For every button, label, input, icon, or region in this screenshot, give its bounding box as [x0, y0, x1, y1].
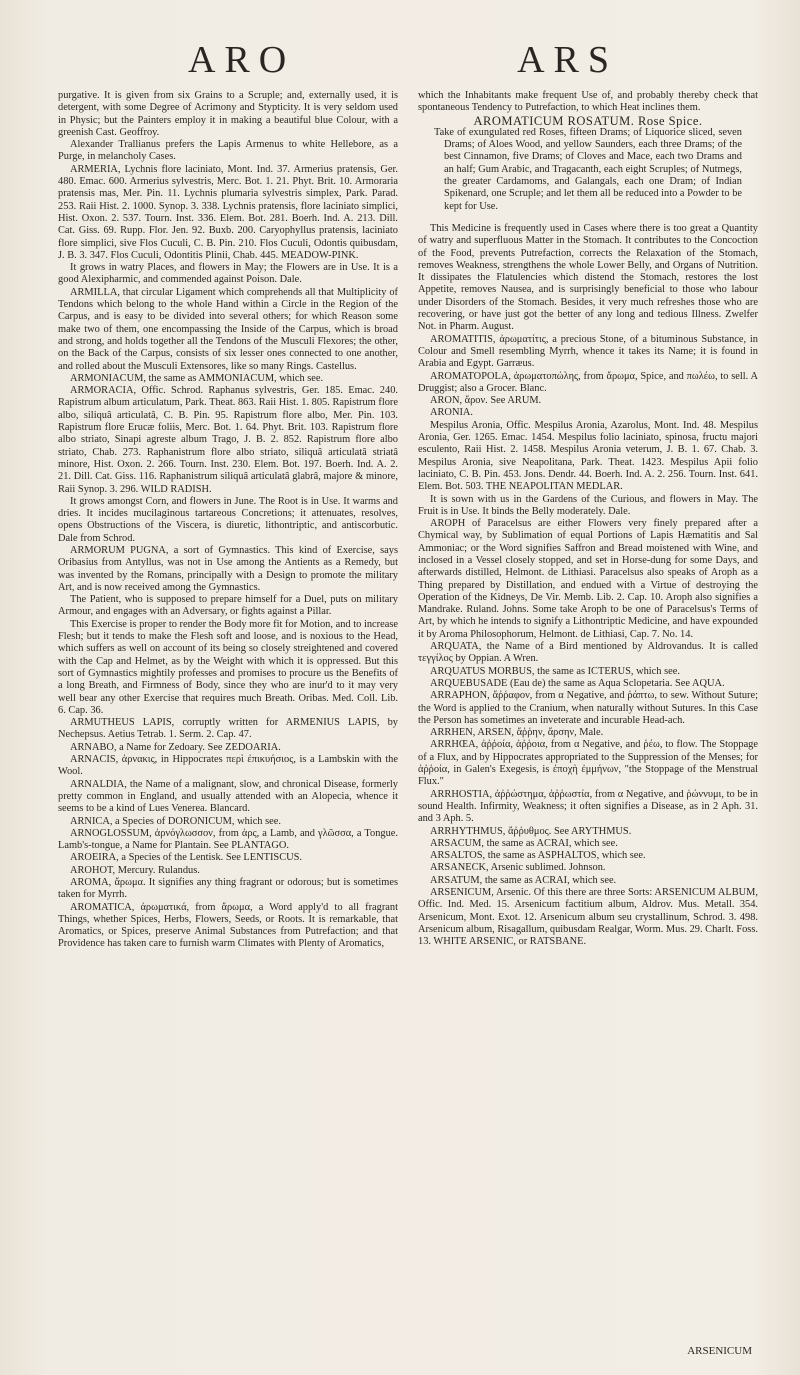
right-column-entry: ARRHEN, ARSEN, ἄῤῥην, ἄρσην, Male. [430, 727, 604, 739]
left-column-entry: purgative. It is given from six Grains to a Scruple; and, externally used, it is detergent, with some Degree of Acrimony and Stypticity. It is very seldom used in Physic; but the Painters employ it in making a beautiful blue Colour, with a greenish Cast. Geoffroy. [58, 90, 398, 138]
left-column-entry: ARMONIACUM, the same as AMMONIACUM, which see. [70, 372, 324, 384]
right-column-entry: ARSENICUM, Arsenic. Of this there are three Sorts: ARSENICUM ALBUM, Offic. Ind. Med. 15. Arsenicum factitium album, Aldrov. Mus. Metall. 354. Arsenicum, Mont. Exot. 12. Arsenicum album seu crystallinum, Schrod. 3. 498. Arsenicum album, Risagallum, quibusdam Realgar, Worm. Mus. 29. Charlt. Foss. 13. WHITE ARSENIC, or RATSBANE. [418, 887, 758, 948]
left-column-entry: AROMATICA, ἀρωματικά, from ἄρωμα, a Word apply'd to all fragrant Things, whether Spices, Herbs, Flowers, Seeds, or Roots. It is remarkable, that Aromatics, or Spices, preserve Animal Substances from Putrefaction; and that Providence has taken care to furnish warm Climates with Plenty of Aromatics, [58, 901, 398, 950]
right-column-entry: ARQUATA, the Name of a Bird mentioned by Aldrovandus. It is called τεγγίλος by Oppian. A Wren. [418, 641, 758, 665]
right-column-entry: ARSALTOS, the same as ASPHALTOS, which see. [430, 850, 646, 862]
right-column-entry: This Medicine is frequently used in Cases where there is too great a Quantity of watry and superfluous Matter in the Stomach. It contributes to the Concoction of the Food, prevents Putrefaction, corrects the Relaxation of the Stomach, removes Weakness, strengthens the whole Lower Belly, and Organs of Nutrition. It dissipates the Flatulencies which distend the Stomach, restores the lost Appetite, removes Nausea, and is surprisingly beneficial to those who labour under Disorders of the Stomach. Besides, it very much refreshes those who are recovering, or have just got the better of any long and tedious Illness. Zwelfer Not. in Pharm. August. [418, 222, 758, 333]
right-column-entry: ARSACUM, the same as ACRAI, which see. [430, 837, 618, 849]
left-column-entry: AROHOT, Mercury. Rulandus. [70, 864, 200, 876]
left-column-entry: ARNACIS, ἀρνακις, in Hippocrates περὶ ἐπικυήσιος, is a Lambskin with the Wool. [58, 754, 398, 778]
left-column-entry: ARMERIA, Lychnis flore laciniato, Mont. Ind. 37. Armerius pratensis, Ger. 480. Emac. 600. Armerius sylvestris, Merc. Bot. 1. 21. Phyt. Brit. 10. Armoraria pratensis mas, Mer. Pin. 11. Lychnis plumaria sylvestris simplex, Park. Parad. 253. Raii Hist. 2. 1000. Synop. 3. 338. Lychnis pratensis, flore laciniato simplici, Hist. Oxon. 2. 537. Tourn. Inst. 336. Elem. Bot. 281. Boerh. Ind. A. 213. Dill. Cat. Giss. 69. Rupp. Flor. Jen. 92. Buxb. 200. Caryophyllus pratensis, laciniato flore simplici, sive Flos Cuculi, C. B. Pin. 210. Flos Cuculi, Odontis quibusdam, J. B. 3. 347. Flos Cuculi, Odontitis Plinii, Chab. 445. MEADOW-PINK. [58, 163, 398, 261]
recipe-entry: Take of exungulated red Roses, fifteen Drams; of Liquorice sliced, seven Drams; of Aloes Wood, and yellow Saunders, each three Drams; of the best Cinnamon, five Drams; of Cloves and Mace, each two Drams and an half; Gum Arabic, and Tragacanth, each eight Scruples; of Nutmegs, the greater Cardamoms, and Galangals, each one Dram; of Indian Spikenard, one Scruple; and let them all be reduced into a Powder to be kept for Use. [434, 126, 742, 212]
right-column-entry: ARONIA. [430, 407, 474, 419]
right-column-entry: ARON, ἄρον. See ARUM. [430, 395, 542, 407]
left-column-entry: ARNABO, a Name for Zedoary. See ZEDOARIA. [70, 741, 281, 753]
right-column-entry: ARRHYTHMUS, ἄῤῥυθμος. See ARYTHMUS. [430, 825, 632, 837]
right-column-entry: ARQUATUS MORBUS, the same as ICTERUS, which see. [430, 665, 680, 677]
right-column-entry: Mespilus Aronia, Offic. Mespilus Aronia, Azarolus, Mont. Ind. 48. Mespilus Aronia, Ger. 1265. Emac. 1454. Mespilus folio laciniato, spinosa, fructu majori esculento, Raii Hist. 2. 1458. Mespilus Aronia veterum, J. B. 1. 67. Chab. 3. Mespilus Aronia, sive Neapolitana, Park. Theat. 1423. Mespilus Apii folio laciniato, C. B. Pin. 453. Jons. Dendr. 44. Boerh. Ind. A. 2. 256. Tourn. Inst. 641. Elem. Bot. 503. THE NEAPOLITAN MEDLAR. [418, 419, 758, 493]
running-head-right: ARS [517, 39, 618, 81]
left-column-entry: ARMORACIA, Offic. Schrod. Raphanus sylvestris, Ger. 185. Emac. 240. Rapistrum album articulatum, Park. Theat. 863. Raii Hist. 1. 805. Rapistrum flore albo, siliquâ articulatâ, C. B. Pin. 95. Rapistrum flore albo, Mer. Pin. 103. Rapistrum flore Erucæ foliis, Merc. Bot. 1. 64. Phyt. Brit. 103. Rapistrum flore albo striato, Sinapi agreste album Trago, J. B. 2. 852. Rapistrum flore albo striato, Chab. 273. Raphanistrum flore albo striato, siliquâ articulatâ striatâ minore, Hist. Oxon. 2. 266. Tourn. Inst. 230. Elem. Bot. 197. Boerh. Ind. A. 2. 21. Dill. Cat. Giss. 116. Raphanistrum siliquâ articulatâ glabrâ, majore & minore, Raii Synop. 3. 296. WILD RADISH. [58, 385, 398, 495]
left-column-entry: AROEIRA, a Species of the Lentisk. See LENTISCUS. [70, 852, 303, 864]
left-column-entry: ARNALDIA, the Name of a malignant, slow, and chronical Disease, formerly pretty common in England, and usually attended with an Alopecia, whence it seems to be a kind of Lues Venerea. Blancard. [58, 778, 398, 815]
running-head-left: ARO [188, 39, 296, 81]
left-column-entry: Alexander Trallianus prefers the Lapis Armenus to white Hellebore, as a Purge, in melancholy Cases. [58, 139, 398, 163]
left-column-entry: ARMORUM PUGNA, a sort of Gymnastics. This kind of Exercise, says Oribasius from Antyllus, was not in Use among the Antients as a Remedy, but was invented by the Romans, principally with a Design to promote the military Art, and is now received among the Gymnastics. [58, 544, 398, 593]
right-column-entry: ARRAPHON, ἄῤῥαφον, from α Negative, and ῥάπτω, to sew. Without Suture; the Word is applied to the Cranium, when naturally without Sutures. In this Case the Person has sometimes an inveterate and incurable Head-ach. [418, 690, 758, 726]
left-column-entry: ARNICA, a Species of DORONICUM, which see. [70, 815, 281, 827]
text-columns [58, 90, 758, 951]
left-column-entry: It grows in watry Places, and flowers in May; the Flowers are in Use. It is a good Alexipharmic, and commended against Poison. Dale. [58, 262, 398, 286]
right-column-entry: ARQUEBUSADE (Eau de) the same as Aqua Sclopetaria. See AQUA. [430, 677, 725, 689]
left-column-entry: It grows amongst Corn, and flowers in June. The Root is in Use. It warms and dries. It incides mucilaginous tartareous Concretions; it attenuates, resolves, opens Obstructions of the Viscera, is diuretic, lithontriptic, and antiscorbutic. Dale from Schrod. [58, 495, 398, 544]
right-column-entry: AROPH of Paracelsus are either Flowers very finely prepared after a Chymical way, by Sublimation of equal Portions of Lapis Hæmatitis and Sal Ammoniac; or the Word signifies Saffron and Bread moistened with Wine, and inclosed in a Vessel closely stopped, and set in Horse-dung for some Days, and afterwards distilled, Helmont. de Lithiasi. Paracelsus also speaks of Aroph as a Thing prepared by Distillation, and endued with a Virtue of destroying the Operation of the Kidneys, De Vir. Memb. Lib. 2. Cap. 10. Aroph also signifies a Mandrake. Ruland. Johns. Some take Aroph to be one of Paracelsus's Terms of Art, by which he intends to signify a Lithontriptic Medicine, and have expounded it by Aroma Philosophorum, Helmont. de Lithiasi, Cap. 7. No. 14. [418, 518, 758, 640]
right-column-entries [418, 223, 758, 949]
right-column-entry: ARSATUM, the same as ACRAI, which see. [430, 874, 617, 886]
left-column-entry: ARMUTHEUS LAPIS, corruptly written for ARMENIUS LAPIS, by Nechepsus. Aetius Tetrab. 1. Serm. 2. Cap. 47. [58, 717, 398, 741]
catch-word: ARSENICUM [687, 1345, 752, 1357]
recipe-block [418, 127, 758, 213]
running-head [58, 38, 758, 90]
right-column-entry: ARRHOSTIA, ἀῤῥώστημα, ἀῤῥωστία, from α Negative, and ῥώννυμι, to be in sound Health. Infirmity, Weakness; it often signifies a Disease, as in 2 Aph. 31. and 3 Aph. 5. [418, 788, 758, 825]
left-column-entry: ARMILLA, that circular Ligament which comprehends all that Multiplicity of Tendons which belong to the whole Hand within a Circle in the Region of the Carpus, and is easy to be divided into several others; for which Reason some make two of them, one encompassing the Inside of the Carpus, which is broad and strong, and holds together all the Tendons of the Musculi Flexores; the other, on the Back of the Carpus, consists of six lesser ones connected to one another, and rolled about the Musculi Extensores, like so many Rings. Castellus. [58, 286, 398, 372]
right-column-entry: It is sown with us in the Gardens of the Curious, and flowers in May. The Fruit is in Use. It binds the Belly moderately. Dale. [418, 493, 758, 517]
left-column-entry: This Exercise is proper to render the Body more fit for Motion, and to increase Flesh; but it tends to make the Flesh soft and loose, and is noxious to the Head, which suffers as well on account of its being so closely streightened and covered with the Cap and Helmet, as by the Weight with which it is oppressed. But this sort of Gymnastics mightily professes and promises to procure us the Benefits of a long Breath, and Firmness of Body, since they who are inur'd to it may very well bear any other Exercise that requires much Breath. Oribas. Med. Coll. Lib. 6. Cap. 36. [58, 618, 398, 716]
aromaticum-rosatum-title: AROMATICUM ROSATUM. Rose Spice. [473, 113, 703, 128]
left-column-entry: AROMA, ἄρωμα. It signifies any thing fragrant or odorous; but is sometimes taken for Myrrh. [58, 877, 398, 901]
left-column [58, 90, 398, 951]
left-column-entry: ARNOGLOSSUM, ἀρνόγλωσσον, from ἀρς, a Lamb, and γλῶσσα, a Tongue. Lamb's-tongue, a Name for Plantain. See PLANTAGO. [58, 827, 398, 852]
right-column-entry: AROMATOPOLA, ἀρωματοπώλης, from ἄρωμα, Spice, and πωλέω, to sell. A Druggist; also a Grocer. Blanc. [418, 370, 758, 394]
right-column [418, 90, 758, 951]
right-column-entry: AROMATITIS, ἀρωματίτις, a precious Stone, of a bituminous Substance, in Colour and Smell resembling Myrrh, whence it takes its Name; it is found in Arabia and Egypt. Garræus. [418, 333, 758, 370]
left-column-entry: The Patient, who is supposed to prepare himself for a Duel, puts on military Armour, and engages with an Adversary, or fights against a Pillar. [58, 594, 398, 618]
right-column-continuation: which the Inhabitants make frequent Use of, and probably thereby check that spontaneous Tendency to Putrefaction, to which Heat inclines them. [418, 90, 758, 114]
right-column-entry: ARSANECK, Arsenic sublimed. Johnson. [430, 862, 606, 874]
right-column-entry: ARRHŒA, ἀῤῥοία, ἀῤῥοια, from α Negative, and ῥέω, to flow. The Stoppage of a Flux, and by Hippocrates appropriated to the Suppression of the Menses; for ἀῤῥοία, in Galen's Exegesis, is ἐποχὴ ἐμμήνων, "the Stoppage of the Menstrual Flux." [418, 739, 758, 788]
